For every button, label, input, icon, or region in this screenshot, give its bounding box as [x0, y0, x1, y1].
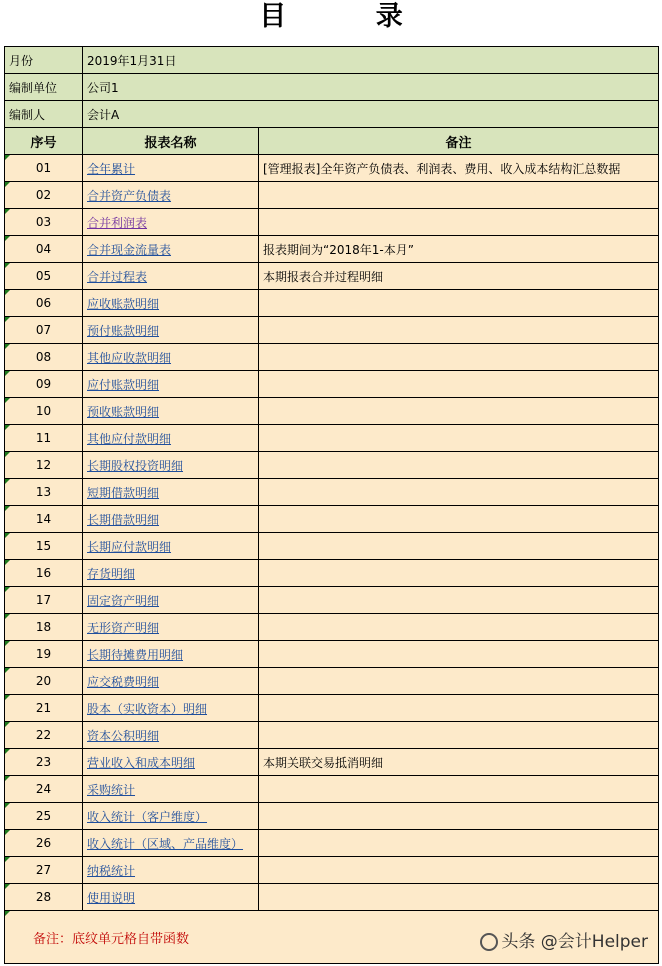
- report-name-cell[interactable]: [83, 641, 259, 668]
- report-link[interactable]: 无形资产明细: [87, 620, 160, 635]
- report-name-cell[interactable]: [83, 776, 259, 803]
- note-cell[interactable]: [259, 371, 659, 398]
- table-row: [5, 587, 659, 614]
- report-link[interactable]: 合并资产负债表: [87, 188, 172, 203]
- row-number[interactable]: 23: [5, 749, 83, 776]
- report-link[interactable]: 资本公积明细: [87, 728, 160, 743]
- row-number[interactable]: 01: [5, 155, 83, 182]
- row-number[interactable]: 14: [5, 506, 83, 533]
- table-row: [5, 803, 659, 830]
- info-label[interactable]: 编制单位: [5, 74, 83, 101]
- table-row: [5, 209, 659, 236]
- report-link[interactable]: 其他应收款明细: [87, 350, 172, 365]
- info-value[interactable]: 会计A: [83, 101, 659, 128]
- note-cell[interactable]: [259, 290, 659, 317]
- report-name-cell[interactable]: [83, 263, 259, 290]
- note-cell[interactable]: [管理报表]全年资产负债表、利润表、费用、收入成本结构汇总数据: [259, 155, 659, 182]
- row-number[interactable]: 19: [5, 641, 83, 668]
- table-row: [5, 830, 659, 857]
- table-row: [5, 236, 659, 263]
- column-header-no[interactable]: 序号: [5, 128, 83, 155]
- row-number[interactable]: 25: [5, 803, 83, 830]
- row-number[interactable]: 09: [5, 371, 83, 398]
- table-row: [5, 722, 659, 749]
- report-link[interactable]: 长期借款明细: [87, 512, 160, 527]
- note-cell[interactable]: [259, 425, 659, 452]
- directory-table: [4, 46, 659, 964]
- report-name-cell[interactable]: [83, 614, 259, 641]
- row-number[interactable]: 15: [5, 533, 83, 560]
- row-number[interactable]: 06: [5, 290, 83, 317]
- table-row: [5, 452, 659, 479]
- table-row: [5, 290, 659, 317]
- note-cell[interactable]: [259, 398, 659, 425]
- table-row: [5, 317, 659, 344]
- report-link[interactable]: 收入统计（客户维度）: [87, 809, 208, 824]
- report-link[interactable]: 长期待摊费用明细: [87, 647, 184, 662]
- note-cell[interactable]: 本期关联交易抵消明细: [259, 749, 659, 776]
- note-cell[interactable]: [259, 614, 659, 641]
- report-link[interactable]: 应交税费明细: [87, 674, 160, 689]
- table-row: [5, 695, 659, 722]
- report-link[interactable]: 长期应付款明细: [87, 539, 172, 554]
- watermark: [480, 927, 648, 952]
- note-cell[interactable]: [259, 641, 659, 668]
- report-name-cell[interactable]: [83, 182, 259, 209]
- report-name-cell[interactable]: [83, 533, 259, 560]
- report-name-cell[interactable]: [83, 479, 259, 506]
- note-cell[interactable]: 报表期间为“2018年1-本月”: [259, 236, 659, 263]
- table-row: [5, 371, 659, 398]
- row-number[interactable]: 10: [5, 398, 83, 425]
- table-row: [5, 533, 659, 560]
- info-value[interactable]: 2019年1月31日: [83, 47, 659, 74]
- table-row: [5, 182, 659, 209]
- note-cell[interactable]: [259, 695, 659, 722]
- row-number[interactable]: 21: [5, 695, 83, 722]
- report-link[interactable]: 预收账款明细: [87, 404, 160, 419]
- table-row: [5, 344, 659, 371]
- camera-icon: [480, 933, 498, 951]
- report-link[interactable]: 合并现金流量表: [87, 242, 172, 257]
- row-number[interactable]: 13: [5, 479, 83, 506]
- note-cell[interactable]: [259, 452, 659, 479]
- table-row: [5, 884, 659, 911]
- row-number[interactable]: 07: [5, 317, 83, 344]
- note-cell[interactable]: [259, 830, 659, 857]
- table-row: [5, 641, 659, 668]
- report-name-cell[interactable]: [83, 830, 259, 857]
- row-number[interactable]: 27: [5, 857, 83, 884]
- row-number[interactable]: 05: [5, 263, 83, 290]
- table-row: [5, 857, 659, 884]
- row-number[interactable]: 26: [5, 830, 83, 857]
- report-name-cell[interactable]: [83, 155, 259, 182]
- column-header-note[interactable]: 备注: [259, 128, 659, 155]
- report-name-cell[interactable]: [83, 668, 259, 695]
- info-row-preparer: [5, 101, 659, 128]
- row-number[interactable]: 08: [5, 344, 83, 371]
- report-link[interactable]: 合并过程表: [87, 269, 148, 284]
- report-link[interactable]: 存货明细: [87, 566, 136, 581]
- report-link[interactable]: 营业收入和成本明细: [87, 755, 196, 770]
- report-name-cell[interactable]: [83, 803, 259, 830]
- table-row: [5, 479, 659, 506]
- note-cell[interactable]: [259, 506, 659, 533]
- watermark-text: 头条 @会计Helper: [501, 932, 648, 952]
- note-cell[interactable]: [259, 722, 659, 749]
- note-cell[interactable]: [259, 533, 659, 560]
- table-row: [5, 155, 659, 182]
- note-cell[interactable]: [259, 857, 659, 884]
- info-label[interactable]: 月份: [5, 47, 83, 74]
- note-cell[interactable]: [259, 560, 659, 587]
- report-name-cell[interactable]: [83, 749, 259, 776]
- report-name-cell[interactable]: [83, 290, 259, 317]
- report-link[interactable]: 采购统计: [87, 782, 136, 797]
- report-name-cell[interactable]: [83, 506, 259, 533]
- row-number[interactable]: 04: [5, 236, 83, 263]
- table-row: [5, 398, 659, 425]
- note-cell[interactable]: [259, 776, 659, 803]
- report-name-cell[interactable]: [83, 722, 259, 749]
- report-link[interactable]: 全年累计: [87, 161, 136, 176]
- report-link[interactable]: 长期股权投资明细: [87, 458, 184, 473]
- report-link[interactable]: 固定资产明细: [87, 593, 160, 608]
- table-row: [5, 749, 659, 776]
- table-row: [5, 614, 659, 641]
- note-cell[interactable]: [259, 884, 659, 911]
- report-link[interactable]: 应付账款明细: [87, 377, 160, 392]
- report-link[interactable]: 预付账款明细: [87, 323, 160, 338]
- report-name-cell[interactable]: [83, 452, 259, 479]
- info-label[interactable]: 编制人: [5, 101, 83, 128]
- page-title: 目 录: [259, 1, 443, 32]
- report-name-cell[interactable]: [83, 344, 259, 371]
- column-header-name[interactable]: 报表名称: [83, 128, 259, 155]
- row-number[interactable]: 02: [5, 182, 83, 209]
- row-number[interactable]: 11: [5, 425, 83, 452]
- report-link[interactable]: 收入统计（区域、产品维度）: [87, 836, 244, 851]
- row-number[interactable]: 12: [5, 452, 83, 479]
- row-number[interactable]: 22: [5, 722, 83, 749]
- report-name-cell[interactable]: [83, 560, 259, 587]
- row-number[interactable]: 18: [5, 614, 83, 641]
- row-number[interactable]: 03: [5, 209, 83, 236]
- table-row: [5, 425, 659, 452]
- report-name-cell[interactable]: [83, 236, 259, 263]
- note-cell[interactable]: [259, 668, 659, 695]
- note-cell[interactable]: [259, 344, 659, 371]
- note-cell[interactable]: [259, 182, 659, 209]
- table-row: [5, 776, 659, 803]
- report-name-cell[interactable]: [83, 857, 259, 884]
- note-cell[interactable]: [259, 209, 659, 236]
- report-name-cell[interactable]: [83, 587, 259, 614]
- row-number[interactable]: 28: [5, 884, 83, 911]
- note-cell[interactable]: [259, 479, 659, 506]
- note-cell[interactable]: [259, 317, 659, 344]
- table-row: [5, 668, 659, 695]
- row-number[interactable]: 16: [5, 560, 83, 587]
- report-link[interactable]: 其他应付款明细: [87, 431, 172, 446]
- table-row: [5, 506, 659, 533]
- info-row-unit: [5, 74, 659, 101]
- row-number[interactable]: 24: [5, 776, 83, 803]
- report-link[interactable]: 使用说明: [87, 890, 136, 905]
- report-link[interactable]: 应收账款明细: [87, 296, 160, 311]
- row-number[interactable]: 17: [5, 587, 83, 614]
- info-value[interactable]: 公司1: [83, 74, 659, 101]
- report-name-cell[interactable]: [83, 425, 259, 452]
- report-name-cell[interactable]: [83, 695, 259, 722]
- row-number[interactable]: 20: [5, 668, 83, 695]
- report-name-cell[interactable]: [83, 398, 259, 425]
- note-cell[interactable]: 本期报表合并过程明细: [259, 263, 659, 290]
- report-name-cell[interactable]: [83, 209, 259, 236]
- report-link[interactable]: 纳税统计: [87, 863, 136, 878]
- info-row-month: [5, 47, 659, 74]
- remark-text: 备注：底纹单元格自带函数: [33, 931, 190, 947]
- table-row: [5, 560, 659, 587]
- table-row: [5, 263, 659, 290]
- note-cell[interactable]: [259, 587, 659, 614]
- report-name-cell[interactable]: [83, 317, 259, 344]
- report-link[interactable]: 短期借款明细: [87, 485, 160, 500]
- report-name-cell[interactable]: [83, 371, 259, 398]
- report-name-cell[interactable]: [83, 884, 259, 911]
- report-link[interactable]: 合并利润表: [87, 215, 148, 230]
- table-header: [5, 128, 659, 155]
- note-cell[interactable]: [259, 803, 659, 830]
- report-link[interactable]: 股本（实收资本）明细: [87, 701, 208, 716]
